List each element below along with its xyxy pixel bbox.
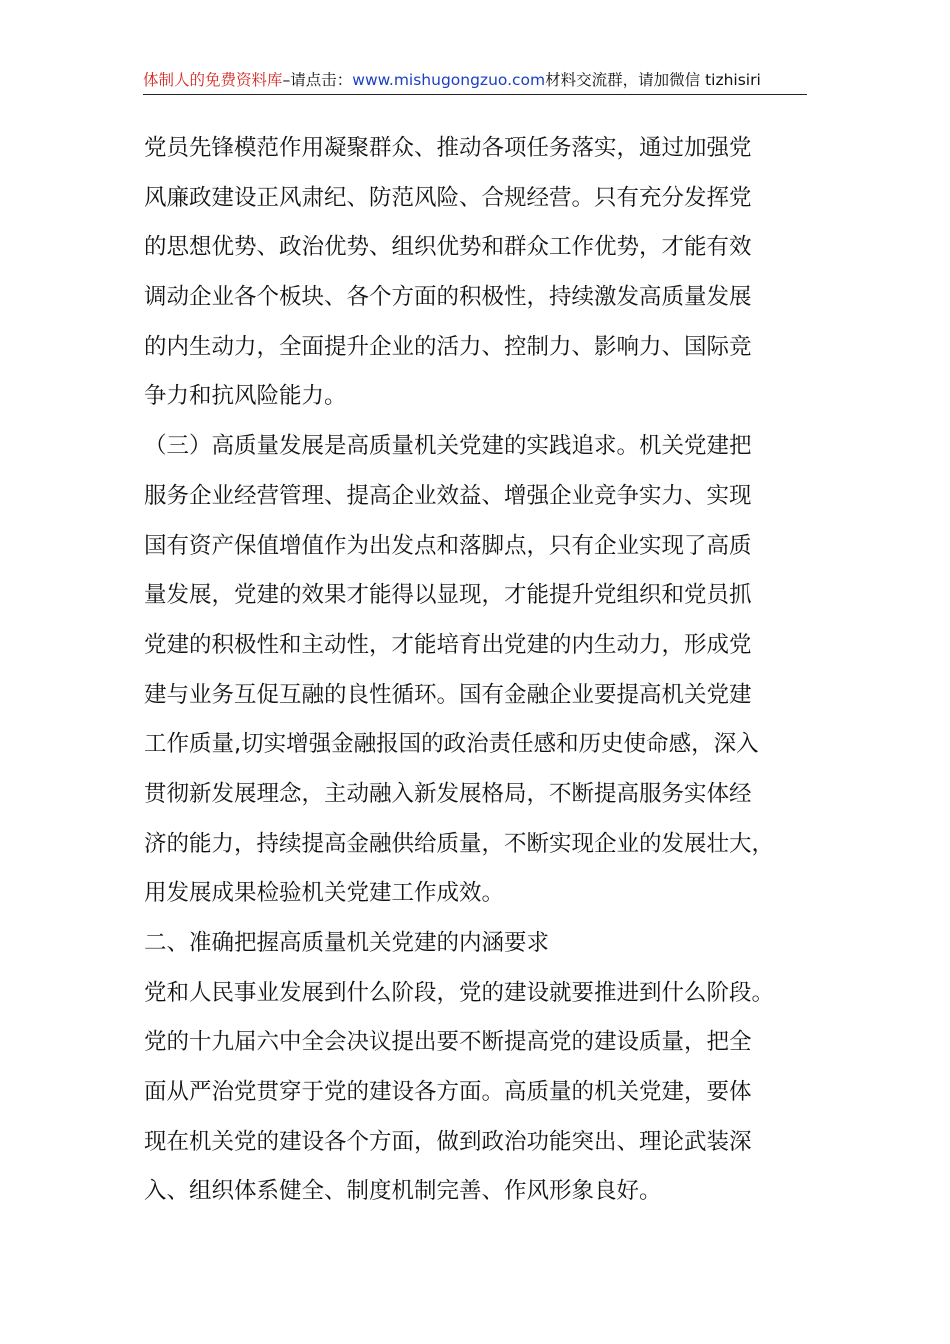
page-header bbox=[143, 66, 807, 95]
body-line: 风廉政建设正风肃纪、防范风险、合规经营。只有充分发挥党 bbox=[144, 184, 752, 211]
header-url-link[interactable]: www.mishugongzuo.com bbox=[352, 71, 546, 89]
header-click-prompt: –请点击： bbox=[282, 71, 353, 89]
body-line: 党员先锋模范作用凝聚群众、推动各项任务落实，通过加强党 bbox=[144, 135, 752, 161]
body-line: 济的能力，持续提高金融供给质量，不断实现企业的发展壮大， bbox=[144, 830, 775, 857]
body-line: 建与业务互促互融的良性循环。国有金融企业要提高机关党建 bbox=[144, 681, 752, 708]
header-contact-text: 材料交流群，请加微信 tizhisiri bbox=[545, 71, 761, 89]
body-line: 党建的积极性和主动性，才能培育出党建的内生动力，形成党 bbox=[144, 631, 752, 658]
body-line: 的思想优势、政治优势、组织优势和群众工作优势，才能有效 bbox=[144, 234, 752, 261]
document-body bbox=[144, 124, 810, 1217]
body-line: 争力和抗风险能力。 bbox=[144, 383, 347, 410]
body-line: 量发展，党建的效果才能得以显现，才能提升党组织和党员抓 bbox=[144, 582, 752, 609]
body-line: 入、组织体系健全、制度机制完善、作风形象良好。 bbox=[144, 1178, 662, 1205]
body-line: 调动企业各个板块、各个方面的积极性，持续激发高质量发展 bbox=[144, 284, 752, 311]
header-brand: 体制人的免费资料库 bbox=[143, 71, 283, 89]
body-line: 服务企业经营管理、提高企业效益、增强企业竞争实力、实现 bbox=[144, 482, 752, 509]
body-line: 现在机关党的建设各个方面，做到政治功能突出、理论武装深 bbox=[144, 1128, 752, 1155]
body-line: 的内生动力，全面提升企业的活力、控制力、影响力、国际竞 bbox=[144, 333, 752, 360]
body-line: 用发展成果检验机关党建工作成效。 bbox=[144, 880, 505, 907]
body-line: 国有资产保值增值作为出发点和落脚点，只有企业实现了高质 bbox=[144, 532, 752, 559]
section-heading-2: 二、准确把握高质量机关党建的内涵要求 bbox=[144, 930, 550, 956]
body-line: 贯彻新发展理念，主动融入新发展格局，不断提高服务实体经 bbox=[144, 780, 752, 807]
body-line: 面从严治党贯穿于党的建设各方面。高质量的机关党建，要体 bbox=[144, 1079, 752, 1106]
section-heading-3: （三）高质量发展是高质量机关党建的实践追求。机关党建把 bbox=[144, 433, 752, 460]
body-line: 党的十九届六中全会决议提出要不断提高党的建设质量，把全 bbox=[144, 1029, 752, 1056]
body-line: 党和人民事业发展到什么阶段，党的建设就要推进到什么阶段。 bbox=[144, 979, 775, 1006]
body-line: 工作质量,切实增强金融报国的政治责任感和历史使命感，深入 bbox=[144, 731, 759, 758]
